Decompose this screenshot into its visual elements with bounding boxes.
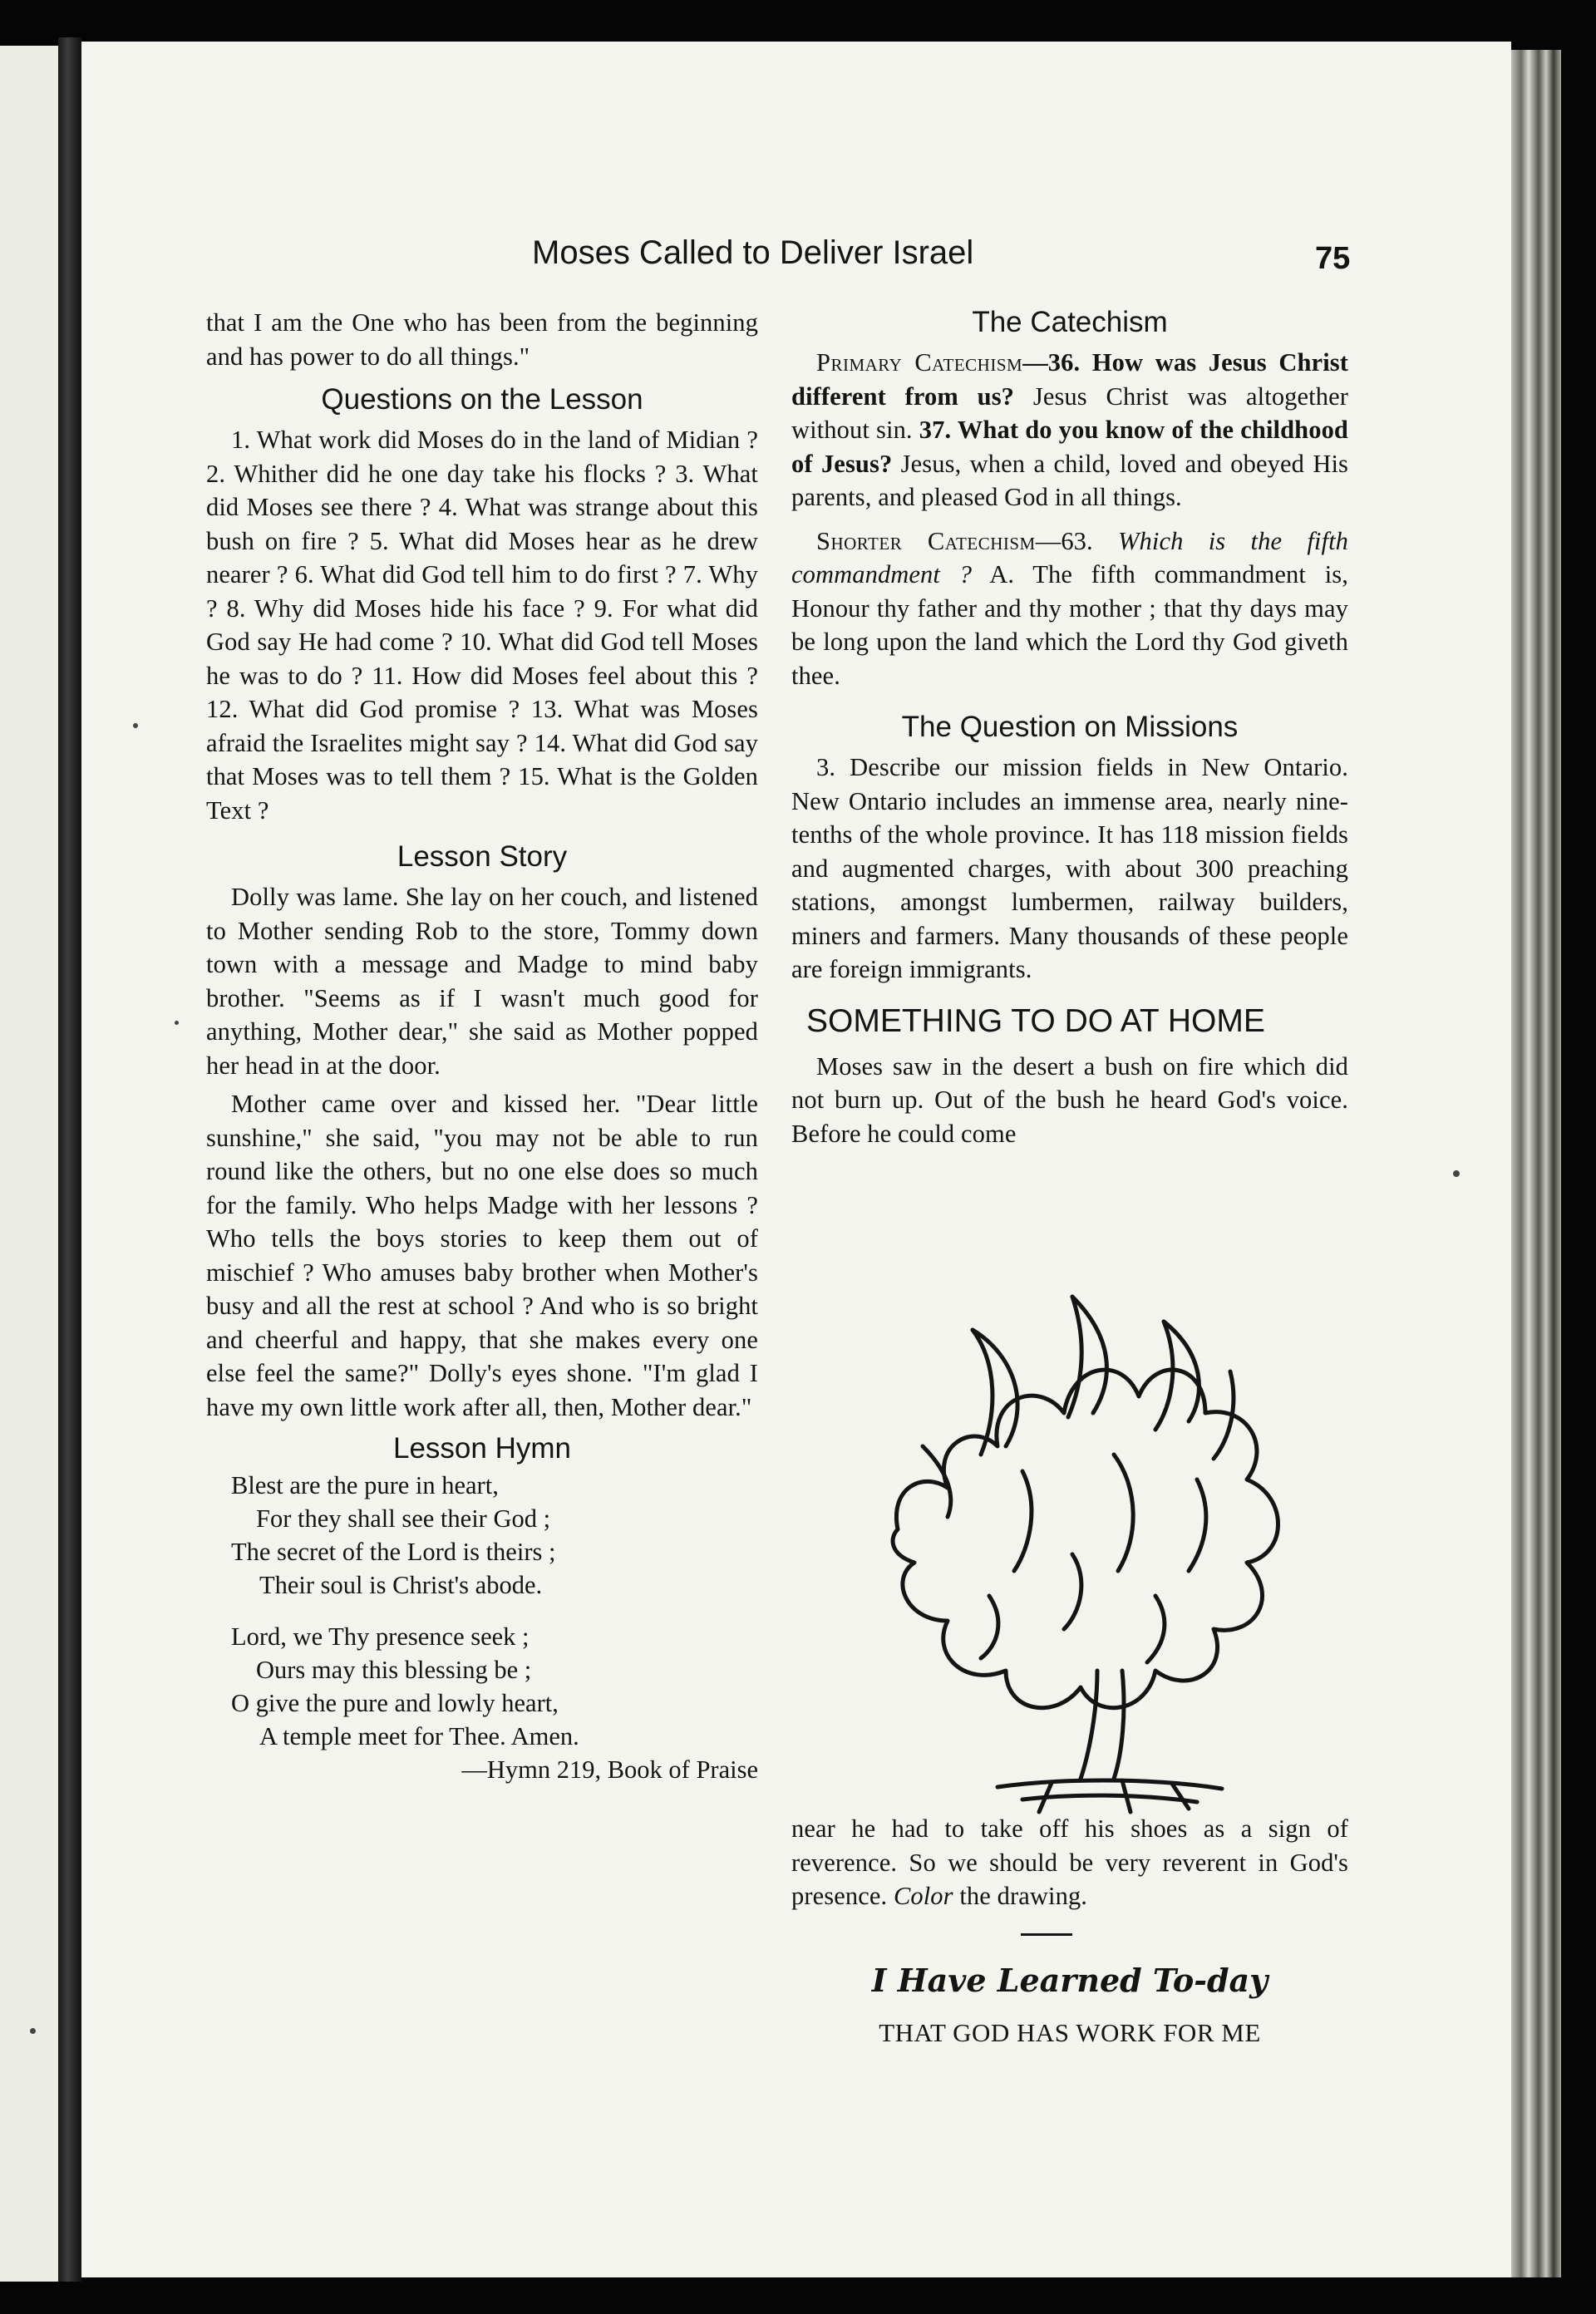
- page-number: 75: [1315, 241, 1351, 276]
- story-heading: Lesson Story: [397, 840, 568, 873]
- hymn-heading: Lesson Hymn: [393, 1432, 571, 1465]
- primary-answer-37: Jesus, when a child, loved and obeyed His parents, and pleased God in all things.: [791, 449, 1349, 511]
- questions-heading: Questions on the Lesson: [321, 383, 643, 416]
- home-paragraph-2-end: the drawing.: [959, 1882, 1088, 1910]
- hymn-line: For they shall see their God ;: [256, 1504, 551, 1533]
- scan-speck: [133, 723, 138, 728]
- story-paragraph-1: Dolly was lame. She lay on her couch, and listened to Mother sending Rob to the store, Tommy down town with a message and Madge to mind baby brother. "Seems as if I wasn't much good for anything, Mother dear," she said as Mother popped her head in at the door.: [206, 883, 758, 1080]
- shorter-question: Which is the fifth commandment ?: [791, 526, 1348, 588]
- missions-paragraph: 3. Describe our mission fields in New Ontario. New Ontario includes an immense area, nearly nine-tenths of the whole province. It has 118 mission fields and augmented charges, with about 300 preaching stations, amongst lumbermen, railway builders, miners and farmers. Many thousands of these people are foreign immigrants.: [791, 753, 1348, 983]
- home-paragraph-1: Moses saw in the desert a bush on fire which did not burn up. Out of the bush he heard God's voice. Before he could come: [791, 1051, 1348, 1148]
- home-paragraph-2-text: near he had to take off his shoes as a sign of reverence. So we should be very reverent in God's presence.: [791, 1814, 1348, 1910]
- home-heading: SOMETHING TO DO AT HOME: [806, 1002, 1265, 1039]
- hymn: [206, 1469, 758, 1753]
- scan-speck: [1453, 1170, 1460, 1177]
- color-instruction: Color: [893, 1882, 953, 1910]
- primary-catechism-label: Primary Catechism: [816, 348, 1023, 377]
- facing-page-edge: [0, 46, 58, 2282]
- running-title: Moses Called to Deliver Israel: [532, 234, 974, 271]
- catechism-heading: The Catechism: [972, 306, 1168, 338]
- questions-paragraph: 1. What work did Moses do in the land of Midian ? 2. Whither did he one day take his flocks ? 3. What did Moses see there ? 4. What was strange about this bush on fire ? 5. What did Moses hear as he drew nearer ? 6. What did God tell him to do first ? 7. Why ? 8. Why did Moses hide his face ? 9. For what did God say He had come ? 10. What did God tell Moses he was to do ? 11. How did Moses feel about this ? 12. What did God promise ? 13. What was Moses afraid the Israelites might say ? 14. What did God say that Moses was to tell them ? 15. What is the Golden Text ?: [206, 426, 758, 825]
- primary-question-36: —36. How was Jesus Christ different from us?: [791, 348, 1348, 411]
- left-column: [206, 306, 758, 1786]
- home-paragraph-2: [791, 1812, 1348, 1913]
- hymn-line: The secret of the Lord is theirs ;: [231, 1538, 556, 1566]
- right-column: [791, 306, 1348, 1150]
- scan-speck: [30, 2028, 36, 2034]
- intro-paragraph: that I am the One who has been from the beginning and has power to do all things.": [206, 308, 758, 371]
- primary-catechism: [791, 346, 1348, 514]
- divider-rule: [1021, 1933, 1072, 1936]
- hymn-line: Their soul is Christ's abode.: [259, 1571, 543, 1599]
- primary-question-37: 37. What do you know of the childhood of Jesus?: [791, 416, 1348, 478]
- learned-heading: I Have Learned To-day: [871, 1962, 1268, 1999]
- burning-bush-drawing: [873, 1280, 1305, 1854]
- hymn-line: O give the pure and lowly heart,: [231, 1689, 559, 1717]
- page-stack-edge: [1511, 50, 1561, 2277]
- right-column-continued: [791, 1812, 1348, 1913]
- shorter-catechism: [791, 524, 1348, 693]
- learned-text: THAT GOD HAS WORK FOR ME: [879, 2018, 1261, 2047]
- book-gutter: [58, 37, 81, 2282]
- shorter-catechism-number: —63.: [1035, 526, 1093, 555]
- hymn-source: —Hymn 219, Book of Praise: [461, 1755, 758, 1784]
- hymn-line: A temple meet for Thee. Amen.: [259, 1722, 579, 1750]
- hymn-line: Blest are the pure in heart,: [231, 1471, 499, 1499]
- shorter-answer: A. The fifth commandment is, Honour thy father and thy mother ; that thy days may be long upon the land which the Lord thy God giveth thee.: [791, 560, 1348, 690]
- hymn-line: Lord, we Thy presence seek ;: [231, 1622, 530, 1651]
- hymn-line: Ours may this blessing be ;: [256, 1656, 532, 1684]
- missions-heading: The Question on Missions: [901, 711, 1239, 743]
- shorter-catechism-label: Shorter Catechism: [816, 526, 1036, 555]
- story-paragraph-2: Mother came over and kissed her. "Dear little sunshine," she said, "you may not be able to run round like the others, but no one else does so much for the family. Who helps Madge with her lessons ? Who tells the boys stories to keep them out of mischief ? Who amuses baby brother when Mother's busy and all the rest at school ? And who is so bright and cheerful and happy, that she makes every one else feel the same?" Dolly's eyes shone. "I'm glad I have my own little work after all, then, Mother dear.": [206, 1090, 758, 1421]
- primary-answer-36: Jesus Christ was altogether without sin.: [791, 382, 1348, 444]
- scan-speck: [175, 1021, 179, 1025]
